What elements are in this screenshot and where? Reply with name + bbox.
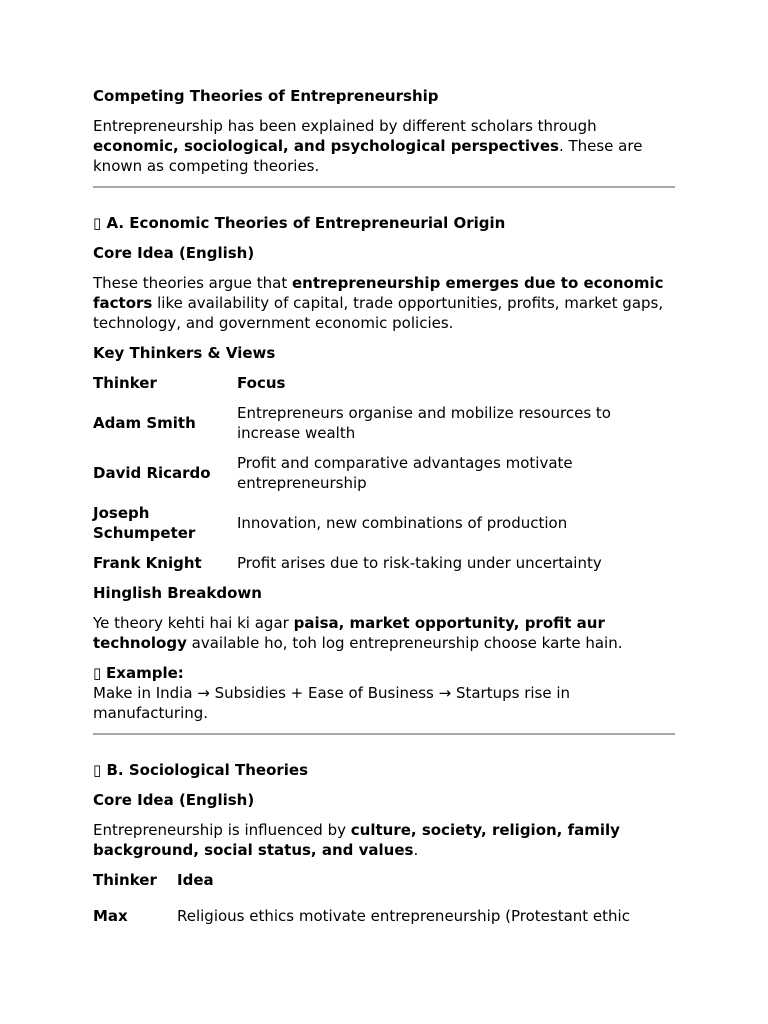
intro-paragraph [93,116,675,176]
focus-cell: Innovation, new combinations of production [237,514,568,532]
example-label: Example: [106,664,184,682]
section-b-core-text-2: . [413,841,419,859]
economic-thinkers-table [93,368,675,578]
table-header-row [93,865,675,895]
section-b-heading-text: B. Sociological Theories [106,761,309,779]
section-a-heading [93,213,675,233]
section-a-core-text-1: These theories argue that [93,274,292,292]
intro-text-bold: economic, sociological, and psychological perspectives [93,137,559,155]
section-b-core-text-1: Entrepreneurship is influenced by [93,821,351,839]
table-header-row [93,368,675,398]
thinker-cell: David Ricardo [93,464,211,482]
table-row [93,398,675,448]
column-header-idea: Idea [177,871,214,889]
section-b-core-heading: Core Idea (English) [93,791,255,809]
column-header-thinker: Thinker [93,871,157,889]
section-a-core-heading: Core Idea (English) [93,244,255,262]
column-header-focus: Focus [237,374,286,392]
section-a-core-text-bold: entrepreneurship emerges due to economic factors [93,274,664,312]
idea-cell: Religious ethics motivate entrepreneurship (Protestant ethic [177,907,630,925]
table-row [93,895,675,931]
hinglish-text-1: Ye theory kehti hai ki agar [93,614,294,632]
example-text: Make in India → Subsidies + Ease of Business → Startups rise in manufacturing. [93,684,571,722]
section-a-core-paragraph [93,273,675,333]
document-title: Competing Theories of Entrepreneurship [93,87,439,105]
key-thinkers-heading: Key Thinkers & Views [93,344,276,362]
hinglish-heading: Hinglish Breakdown [93,584,262,602]
thinker-cell: Adam Smith [93,414,196,432]
focus-cell: Profit arises due to risk-taking under uncertainty [237,554,602,572]
divider-2 [93,733,675,735]
hinglish-paragraph [93,613,675,653]
example-glyph-icon: ▯ [93,664,102,682]
section-a-heading-text: A. Economic Theories of Entrepreneurial Origin [106,214,506,232]
table-row [93,498,675,548]
example-block [93,663,675,723]
section-b-core-paragraph [93,820,675,860]
document-body [93,86,675,931]
thinker-cell: Frank Knight [93,554,202,572]
placeholder-glyph-icon: ▯ [93,214,102,232]
table-row [93,548,675,578]
hinglish-text-2: available ho, toh log entrepreneurship choose karte hain. [186,634,623,652]
sociological-thinkers-table [93,865,675,931]
divider-1 [93,186,675,188]
section-a-core-text-2: like availability of capital, trade opportunities, profits, market gaps, technology, and government economic policies. [93,294,664,332]
section-b-heading [93,760,675,780]
focus-cell: Profit and comparative advantages motivate entrepreneurship [237,454,573,492]
thinker-cell: Max [93,907,128,925]
intro-text-2: . These are known as competing theories. [93,137,643,175]
hinglish-text-bold: paisa, market opportunity, profit aur technology [93,614,605,652]
thinker-cell: Joseph Schumpeter [93,504,196,542]
table-row [93,448,675,498]
intro-text-1: Entrepreneurship has been explained by different scholars through [93,117,597,135]
placeholder-glyph-icon: ▯ [93,761,102,779]
column-header-thinker: Thinker [93,374,157,392]
focus-cell: Entrepreneurs organise and mobilize resources to increase wealth [237,404,611,442]
section-b-core-text-bold: culture, society, religion, family background, social status, and values [93,821,620,859]
